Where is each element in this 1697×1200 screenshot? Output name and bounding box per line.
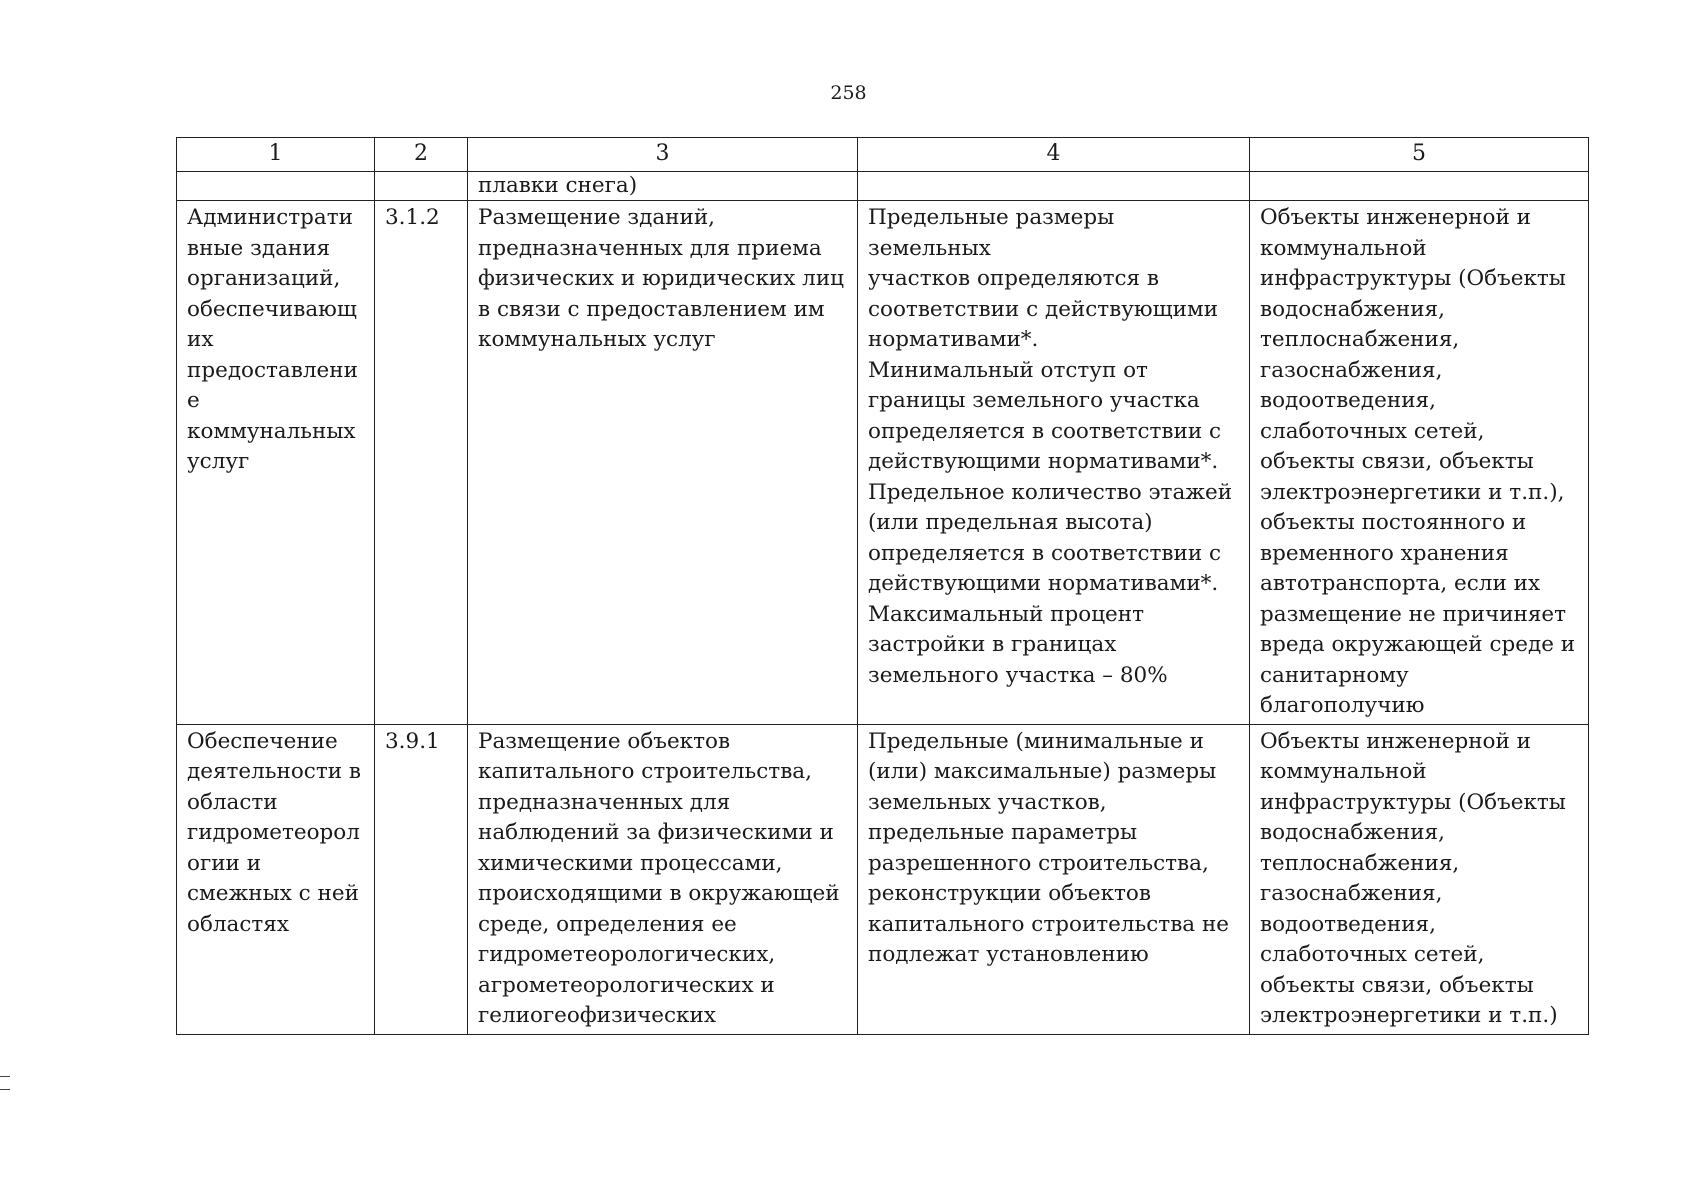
parameters-cell [858, 172, 1250, 201]
auxiliary-uses-cell: Объекты инженерной и коммунальной инфраструктуры (Объекты водоснабжения, теплоснабжения, газоснабжения, водоотведения, слаботочных сетей, объекты связи, объекты электроэнергетики и т.п.), объекты постоянного и временного хранения автотранспорта, если их размещение не причиняет вреда окружающей среде и санитарному благополучию [1250, 201, 1589, 725]
auxiliary-uses-cell [1250, 172, 1589, 201]
auxiliary-uses-cell: Объекты инженерной и коммунальной инфраструктуры (Объекты водоснабжения, теплоснабжения, газоснабжения, водоотведения, слаботочных сетей, объекты связи, объекты электроэнергетики и т.п.) [1250, 724, 1589, 1034]
use-name-cell [177, 172, 375, 201]
use-code-cell [375, 172, 468, 201]
land-use-table [176, 137, 1589, 1035]
table-row [177, 201, 1589, 725]
use-description-cell: плавки снега) [468, 172, 858, 201]
use-description-cell: Размещение объектов капитального строительства, предназначенных для наблюдений за физическими и химическими процессами, происходящими в окружающей среде, определения ее гидрометеорологических, агрометеорологических и гелиогеофизических [468, 724, 858, 1034]
column-header-5: 5 [1250, 138, 1589, 172]
column-header-2: 2 [375, 138, 468, 172]
use-name-cell: Администрати вные здания организаций, обеспечивающ их предоставлени е коммунальных услуг [177, 201, 375, 725]
use-code-cell: 3.1.2 [375, 201, 468, 725]
use-name-cell: Обеспечение деятельности в области гидрометеорол огии и смежных с ней областях [177, 724, 375, 1034]
parameters-cell: Предельные размеры земельных участков определяются в соответствии с действующими нормативами*. Минимальный отступ от границы земельного участка определяется в соответствии с действующими нормативами*. Предельное количество этажей (или предельная высота) определяется в соответствии с действующими нормативами*. Максимальный процент застройки в границах земельного участка – 80% [858, 201, 1250, 725]
column-header-3: 3 [468, 138, 858, 172]
page-number: 258 [830, 82, 867, 104]
table-header-row [177, 138, 1589, 172]
use-description-cell: Размещение зданий, предназначенных для приема физических и юридических лиц в связи с предоставлением им коммунальных услуг [468, 201, 858, 725]
table-row [177, 724, 1589, 1034]
scan-margin-mark [0, 1076, 10, 1090]
column-header-4: 4 [858, 138, 1250, 172]
table-row [177, 172, 1589, 201]
use-code-cell: 3.9.1 [375, 724, 468, 1034]
parameters-cell: Предельные (минимальные и (или) максимальные) размеры земельных участков, предельные параметры разрешенного строительства, реконструкции объектов капитального строительства не подлежат установлению [858, 724, 1250, 1034]
column-header-1: 1 [177, 138, 375, 172]
